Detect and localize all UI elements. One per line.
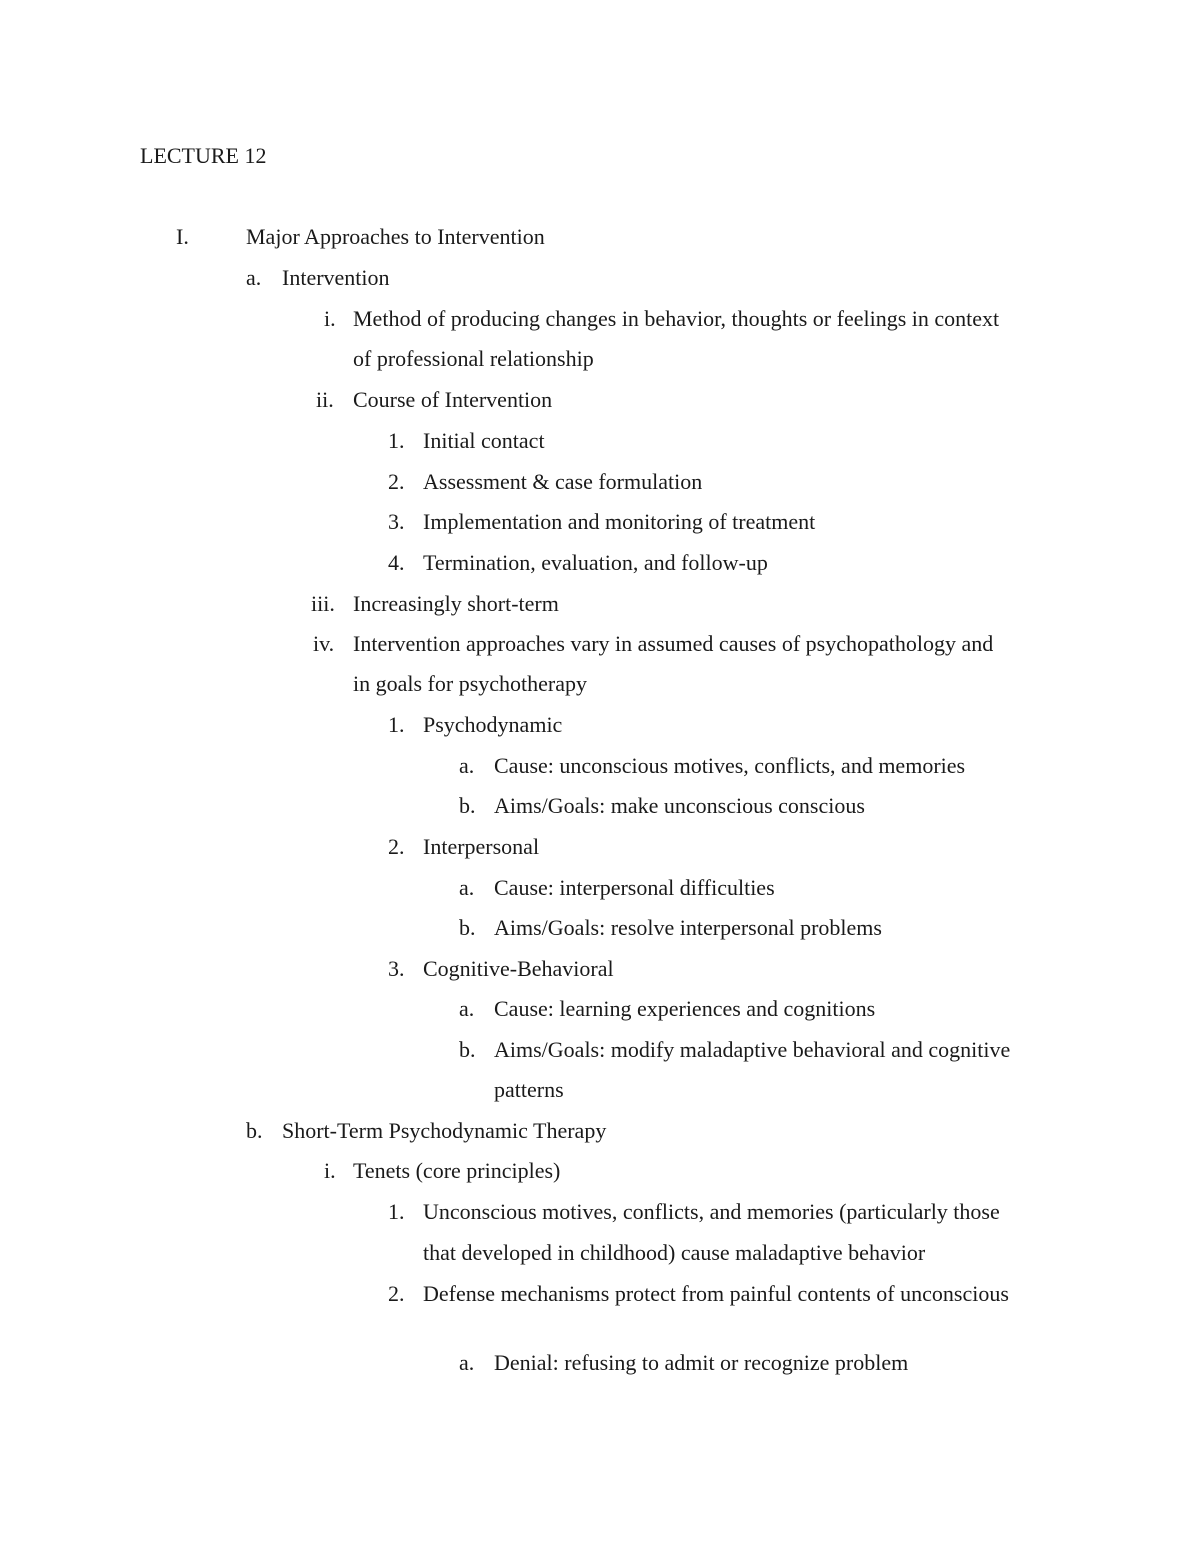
outline-marker-2: 2. (388, 469, 405, 494)
outline-marker-a: a. (459, 875, 475, 900)
outline-marker-i: i. (324, 1158, 336, 1183)
list-item-text: patterns (494, 1077, 564, 1102)
outline-marker-3: 3. (388, 509, 405, 534)
list-item-text: Initial contact (423, 428, 545, 453)
outline-marker-4: 4. (388, 550, 405, 575)
list-item-text: Defense mechanisms protect from painful contents of unconscious (423, 1281, 1009, 1306)
outline-marker-a: a. (246, 265, 262, 290)
subsection-heading: Intervention (282, 265, 390, 290)
outline-marker-a: a. (459, 996, 475, 1021)
list-item-text: Increasingly short-term (353, 591, 559, 616)
lecture-title: LECTURE 12 (140, 143, 267, 168)
list-item-text: Cause: interpersonal difficulties (494, 875, 775, 900)
outline-marker-1: 1. (388, 1199, 405, 1224)
outline-marker-iii: iii. (311, 591, 335, 616)
approach-name: Psychodynamic (423, 712, 563, 737)
list-item-text: Termination, evaluation, and follow-up (423, 550, 768, 575)
list-item-text: Assessment & case formulation (423, 469, 703, 494)
list-item-text: Cause: learning experiences and cognitions (494, 996, 876, 1021)
approach-name: Cognitive-Behavioral (423, 956, 614, 981)
outline-marker-2: 2. (388, 1281, 405, 1306)
list-item-text: of professional relationship (353, 346, 594, 371)
list-item-text: Tenets (core principles) (353, 1158, 561, 1183)
approach-name: Interpersonal (423, 834, 540, 859)
outline-marker-1: 1. (388, 712, 405, 737)
list-item-text: Course of Intervention (353, 387, 553, 412)
list-item-text: Cause: unconscious motives, conflicts, and memories (494, 753, 966, 778)
list-item-text: that developed in childhood) cause maladaptive behavior (423, 1240, 926, 1265)
outline-marker-b: b. (459, 793, 476, 818)
list-item-text: Aims/Goals: make unconscious conscious (494, 793, 865, 818)
list-item-text: Aims/Goals: modify maladaptive behavioral and cognitive (494, 1037, 1011, 1062)
list-item-text: Intervention approaches vary in assumed causes of psychopathology and (353, 631, 994, 656)
outline-marker-a: a. (459, 753, 475, 778)
list-item-text: Denial: refusing to admit or recognize problem (494, 1350, 909, 1375)
list-item-text: Aims/Goals: resolve interpersonal problems (494, 915, 882, 940)
outline-marker-3: 3. (388, 956, 405, 981)
outline-marker-i: i. (324, 306, 336, 331)
list-item-text: in goals for psychotherapy (353, 671, 587, 696)
outline-marker-1: 1. (388, 428, 405, 453)
outline-marker-2: 2. (388, 834, 405, 859)
outline-marker-I: I. (176, 224, 189, 249)
outline-marker-iv: iv. (313, 631, 335, 656)
outline-marker-b: b. (246, 1118, 263, 1143)
list-item-text: Implementation and monitoring of treatment (423, 509, 816, 534)
outline-marker-b: b. (459, 1037, 476, 1062)
outline-marker-ii: ii. (316, 387, 334, 412)
outline-marker-b: b. (459, 915, 476, 940)
list-item-text: Method of producing changes in behavior, thoughts or feelings in context (353, 306, 1000, 331)
subsection-heading: Short-Term Psychodynamic Therapy (282, 1118, 607, 1143)
section-heading: Major Approaches to Intervention (246, 224, 545, 249)
outline-marker-a: a. (459, 1350, 475, 1375)
list-item-text: Unconscious motives, conflicts, and memories (particularly those (423, 1199, 1000, 1224)
